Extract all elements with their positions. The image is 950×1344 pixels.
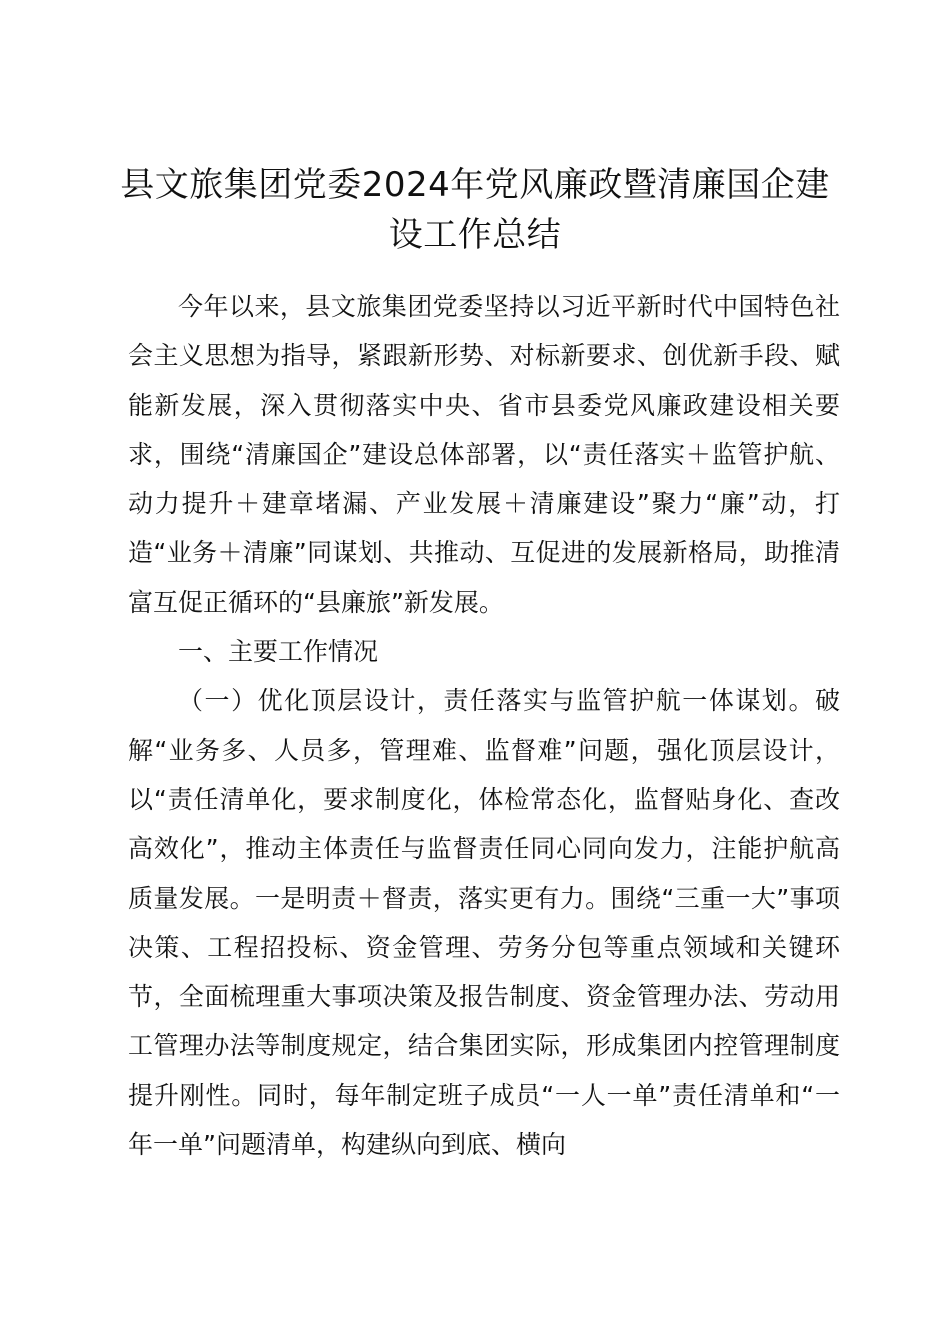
section-heading: 一、主要工作情况 xyxy=(178,637,379,667)
document-body xyxy=(128,282,840,1169)
document-title: 县文旅集团党委2024年党风廉政暨清廉国企建设工作总结 xyxy=(120,165,830,255)
intro-paragraph: 今年以来，县文旅集团党委坚持以习近平新时代中国特色社会主义思想为指导，紧跟新形势、对标新要求、创优新手段、赋能新发展，深入贯彻落实中央、省市县委党风廉政建设相关要求，围绕“清廉国企”建设总体部署，以“责任落实＋监管护航、动力提升＋建章堵漏、产业发展＋清廉建设”聚力“廉”动，打造“业务＋清廉”同谋划、共推动、互促进的发展新格局，助推清富互促正循环的“县廉旅”新发展。 xyxy=(128,292,840,617)
subsection-paragraph: （一）优化顶层设计，责任落实与监管护航一体谋划。破解“业务多、人员多，管理难、监督难”问题，强化顶层设计，以“责任清单化，要求制度化，体检常态化，监督贴身化、查改高效化”，推动主体责任与监督责任同心同向发力，注能护航高质量发展。一是明责＋督责，落实更有力。围绕“三重一大”事项决策、工程招投标、资金管理、劳务分包等重点领域和关键环节，全面梳理重大事项决策及报告制度、资金管理办法、劳动用工管理办法等制度规定，结合集团实际，形成集团内控管理制度提升刚性。同时，每年制定班子成员“一人一单”责任清单和“一年一单”问题清单，构建纵向到底、横向 xyxy=(128,686,840,1160)
